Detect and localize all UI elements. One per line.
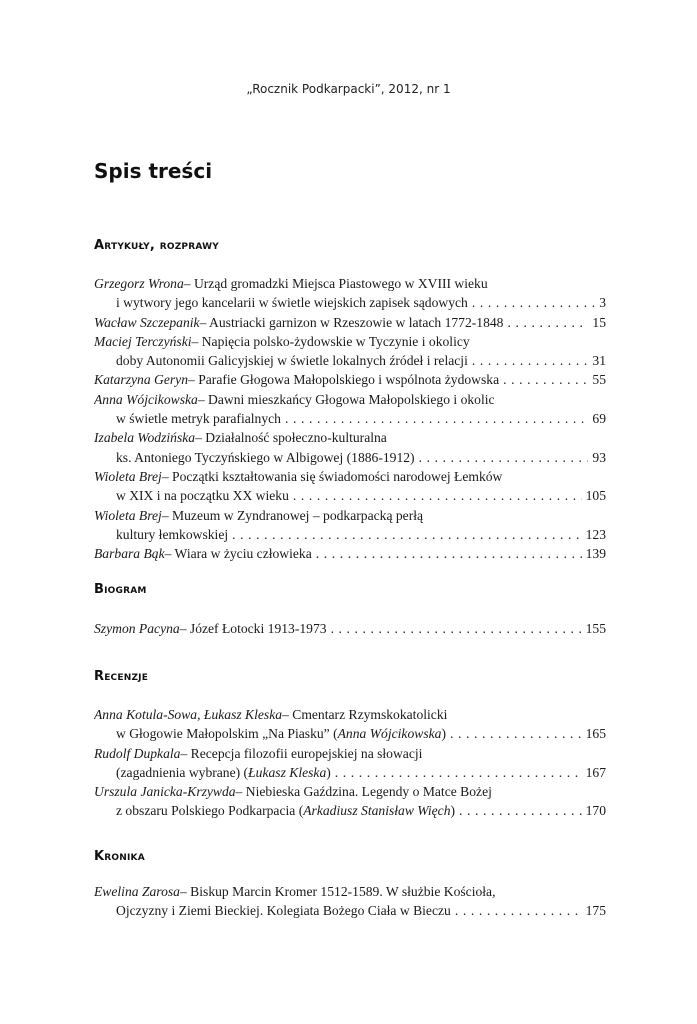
dot-leader: [472, 351, 589, 370]
dot-leader: [285, 409, 588, 428]
toc-entry: [94, 467, 606, 486]
dot-leader: [232, 525, 581, 544]
toc-entry: [94, 619, 606, 638]
entry-author: Grzegorz Wrona: [94, 276, 184, 291]
page-number: 69: [592, 411, 606, 427]
toc-section-recenzje: [94, 705, 606, 821]
entry-author: Katarzyna Geryn: [94, 372, 189, 388]
toc-entry: [94, 782, 606, 801]
entry-author: Rudolf Dupkala: [94, 745, 181, 761]
entry-author: Anna Kotula-Sowa, Łukasz Kleska: [94, 707, 283, 722]
entry-title: ks. Antoniego Tyczyńskiego w Albigowej (1886-1912): [116, 449, 415, 465]
entry-author: Ewelina Zarosa: [94, 884, 180, 899]
entry-author: Szymon Pacyna: [94, 621, 180, 636]
journal-header: „Rocznik Podkarpacki”, 2012, nr 1: [246, 82, 451, 96]
section-heading-recenzje: Recenzje: [94, 669, 149, 684]
entry-title: doby Autonomii Galicyjskiej w świetle lokalnych źródeł i relacji: [116, 353, 468, 369]
entry-title: – Józef Łotocki 1913-1973: [179, 621, 327, 636]
entry-author: Wioleta Brej: [94, 507, 162, 523]
dot-leader: [419, 448, 589, 467]
entry-author: Barbara Bąk: [94, 546, 165, 562]
page-number: 175: [585, 903, 606, 919]
entry-author: Anna Wójcikowska: [94, 391, 198, 407]
entry-title: ): [326, 764, 331, 780]
toc-entry: [94, 313, 606, 332]
entry-title: – Urząd gromadzki Miejsca Piastowego w XVIII wieku: [183, 276, 488, 291]
entry-title: ): [441, 726, 446, 742]
toc-entry-continuation: [94, 724, 606, 743]
entry-title: – Początki kształtowania się świadomości narodowej Łemków: [161, 468, 503, 484]
toc-entry: [94, 744, 606, 763]
page-number: 31: [592, 353, 606, 369]
toc-entry-continuation: [94, 351, 606, 370]
toc-entry: [94, 544, 606, 563]
page-number: 165: [585, 726, 606, 742]
dot-leader: [335, 763, 582, 782]
toc-entry-continuation: [94, 763, 606, 782]
dot-leader: [331, 619, 582, 638]
entry-title: i wytwory jego kancelarii w świetle wiejskich zapisek sądowych: [116, 295, 468, 311]
dot-leader: [472, 293, 595, 312]
toc-entry-continuation: [94, 801, 606, 820]
toc-entry: [94, 506, 606, 525]
entry-title: – Cmentarz Rzymskokatolicki: [282, 707, 448, 722]
entry-title: – Wiara w życiu człowieka: [164, 546, 312, 562]
page-number: 155: [585, 621, 606, 636]
entry-author: Urszula Janicka-Krzywda: [94, 784, 236, 800]
page-number: 93: [592, 449, 606, 465]
dot-leader: [503, 370, 588, 389]
entry-title: w świetle metryk parafialnych: [116, 411, 281, 427]
toc-entry: [94, 882, 606, 901]
toc-entry: [94, 390, 606, 409]
entry-author: Wacław Szczepanik: [94, 314, 200, 330]
entry-title: z obszaru Polskiego Podkarpacia (: [116, 803, 304, 819]
entry-title: – Napięcia polsko-żydowskie w Tyczynie i okolicy: [191, 333, 470, 349]
toc-entry-continuation: [94, 409, 606, 428]
toc-entry-continuation: [94, 448, 606, 467]
dot-leader: [316, 544, 582, 563]
entry-title: – Dawni mieszkańcy Głogowa Małopolskiego i okolic: [197, 391, 495, 407]
entry-title: – Muzeum w Zyndranowej – podkarpacką perłą: [161, 507, 424, 523]
toc-section-kronika: [94, 882, 606, 921]
page-number: 123: [585, 526, 606, 542]
toc-entry: [94, 332, 606, 351]
page-title: Spis treści: [94, 159, 213, 183]
toc-entry-continuation: [94, 293, 606, 312]
toc-entry: [94, 705, 606, 724]
toc-entry-continuation: [94, 486, 606, 505]
entry-reviewer: Łukasz Kleska: [248, 764, 327, 780]
section-heading-artykuly: Artykuły, rozprawy: [94, 238, 219, 253]
entry-title: – Austriacki garnizon w Rzeszowie w latach 1772-1848: [199, 314, 504, 330]
toc-section-biogram: [94, 619, 606, 638]
page-number: 139: [585, 546, 606, 562]
page-number: 15: [592, 314, 606, 330]
entry-author: Wioleta Brej: [94, 468, 162, 484]
page-number: 105: [585, 488, 606, 504]
entry-title: w XIX i na początku XX wieku: [116, 488, 289, 504]
entry-author: Maciej Terczyński: [94, 333, 192, 349]
section-heading-biogram: Biogram: [94, 582, 147, 597]
entry-reviewer: Anna Wójcikowska: [337, 726, 442, 742]
dot-leader: [459, 801, 582, 820]
page-number: 167: [585, 764, 606, 780]
entry-reviewer: Arkadiusz Stanisław Więch: [303, 803, 451, 819]
entry-title: (zagadnienia wybrane) (: [116, 764, 249, 780]
dot-leader: [507, 313, 588, 332]
toc-entry: [94, 370, 606, 389]
dot-leader: [293, 486, 582, 505]
entry-title: kultury łemkowskiej: [116, 526, 229, 542]
entry-title: Ojczyzny i Ziemi Bieckiej. Kolegiata Bożego Ciała w Bieczu: [116, 903, 451, 919]
section-heading-kronika: Kronika: [94, 849, 145, 864]
entry-title: – Niebieska Gaździna. Legendy o Matce Bożej: [235, 784, 492, 800]
toc-entry: [94, 428, 606, 447]
page-number: 55: [592, 372, 606, 388]
toc-entry-continuation: [94, 901, 606, 920]
toc-section-artykuly: [94, 274, 606, 563]
dot-leader: [450, 724, 582, 743]
entry-title: ): [450, 803, 456, 819]
entry-author: Izabela Wodzińska: [94, 430, 196, 446]
toc-entry-continuation: [94, 525, 606, 544]
entry-title: – Działalność społeczno-kulturalna: [195, 430, 387, 446]
entry-title: – Biskup Marcin Kromer 1512-1589. W służbie Kościoła,: [179, 884, 496, 899]
entry-title: – Parafie Głogowa Małopolskiego i wspólnota żydowska: [188, 372, 500, 388]
dot-leader: [455, 901, 582, 920]
entry-title: – Recepcja filozofii europejskiej na słowacji: [180, 745, 423, 761]
toc-entry: [94, 274, 606, 293]
page-number: 3: [599, 295, 606, 311]
entry-title: w Głogowie Małopolskim „Na Piasku” (: [116, 726, 338, 742]
page-number: 170: [585, 803, 606, 819]
